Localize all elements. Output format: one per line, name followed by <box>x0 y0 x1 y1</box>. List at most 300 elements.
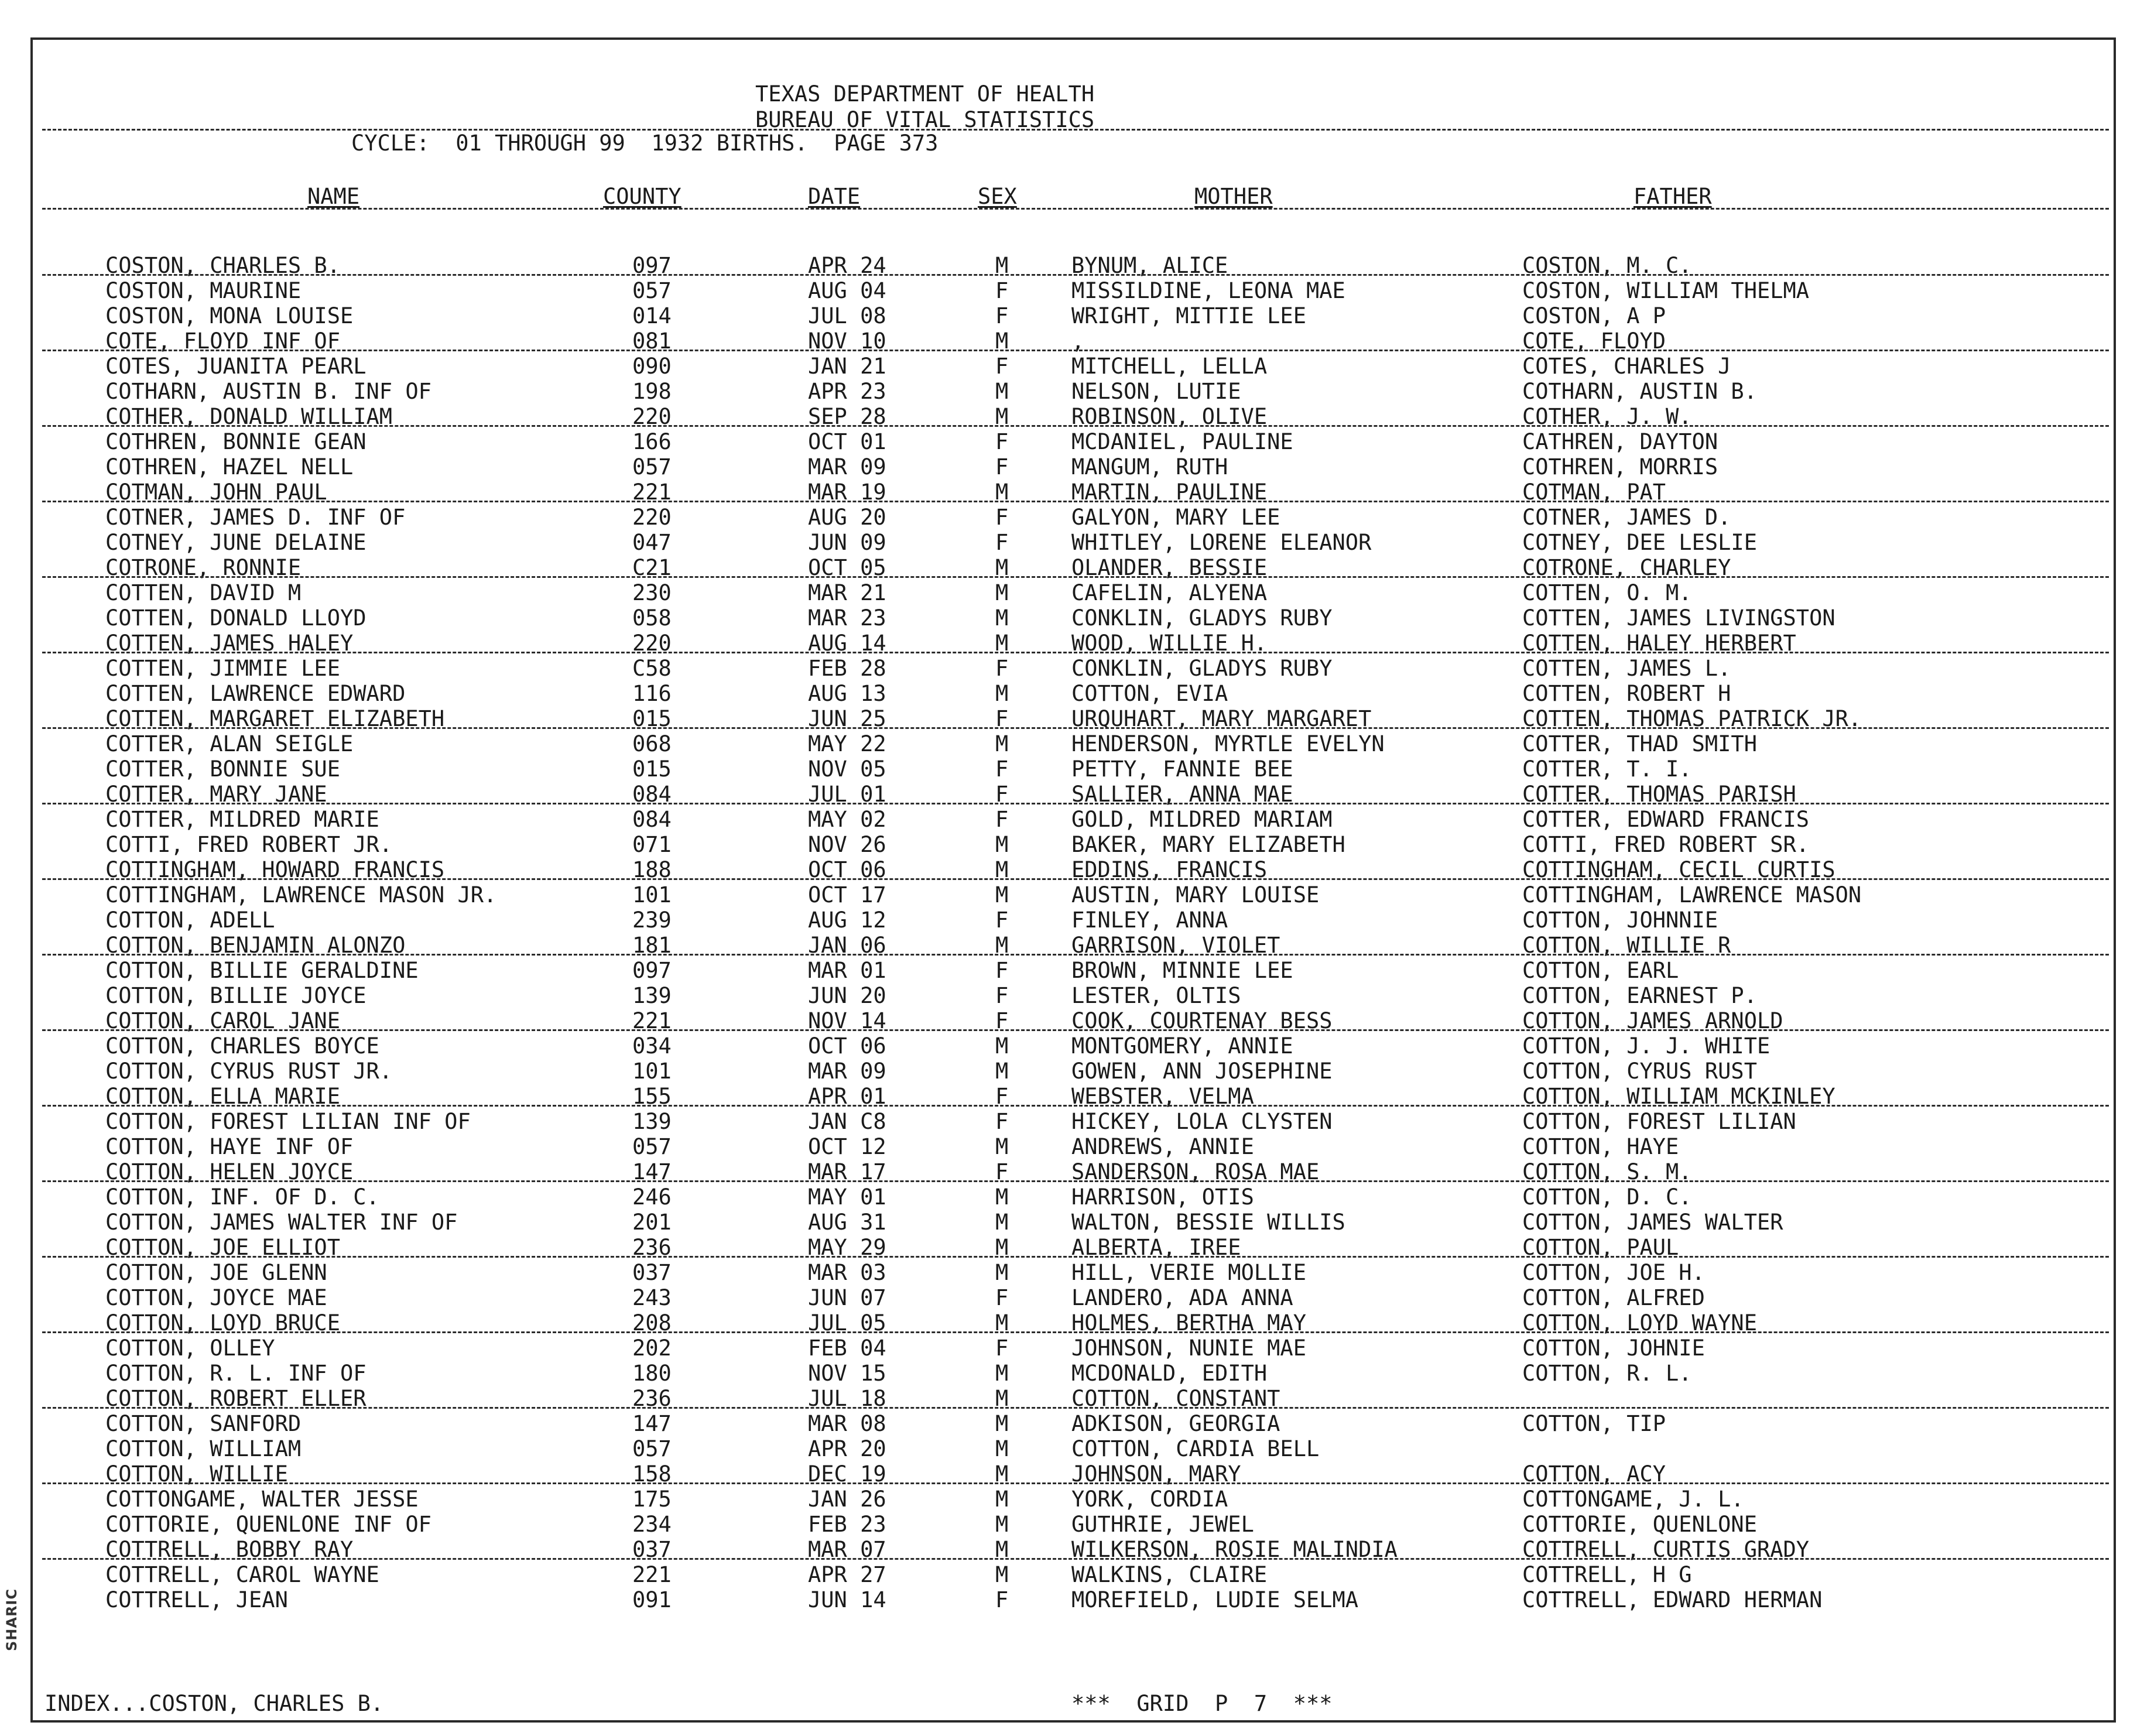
table-row <box>0 681 2137 706</box>
cycle-line: CYCLE: 01 THROUGH 99 1932 BIRTHS. PAGE 373 <box>351 131 939 156</box>
cell-sex: M <box>995 1436 1009 1461</box>
table-row <box>0 354 2137 379</box>
cell-name: COTTI, FRED ROBERT JR. <box>105 832 393 857</box>
table-row <box>0 1134 2137 1159</box>
table-row <box>0 580 2137 605</box>
cell-sex: M <box>995 1361 1009 1386</box>
cell-name: COTTON, JOYCE MAE <box>105 1285 327 1310</box>
cell-father: COSTON, M. C. <box>1522 253 1692 278</box>
cell-date: AUG 14 <box>808 631 886 656</box>
cell-county: 090 <box>632 354 672 379</box>
cell-sex: M <box>995 1033 1009 1059</box>
cell-county: 058 <box>632 605 672 631</box>
column-header-date: DATE <box>808 184 861 209</box>
cell-date: FEB 23 <box>808 1512 886 1537</box>
cell-mother: GUTHRIE, JEWEL <box>1071 1512 1254 1537</box>
cell-date: AUG 31 <box>808 1210 886 1235</box>
cell-sex: M <box>995 605 1009 631</box>
cell-father: COTTER, T. I. <box>1522 756 1692 782</box>
cell-date: NOV 26 <box>808 832 886 857</box>
cell-county: 202 <box>632 1336 672 1361</box>
cell-date: APR 23 <box>808 379 886 404</box>
cell-sex: F <box>995 1587 1009 1612</box>
cell-date: MAR 03 <box>808 1260 886 1285</box>
cell-name: COTTON, BENJAMIN ALONZO <box>105 933 406 958</box>
cell-father: COTTEN, O. M. <box>1522 580 1692 605</box>
page-title: TEXAS DEPARTMENT OF HEALTH <box>755 81 1095 107</box>
cell-sex: M <box>995 681 1009 706</box>
table-row <box>0 253 2137 278</box>
cell-name: COTTON, WILLIE <box>105 1461 288 1487</box>
cell-mother: GOLD, MILDRED MARIAM <box>1071 807 1333 832</box>
cell-father: COSTON, WILLIAM THELMA <box>1522 278 1810 303</box>
cell-father: COTTON, JAMES WALTER <box>1522 1210 1783 1235</box>
cell-mother: MOREFIELD, LUDIE SELMA <box>1071 1587 1359 1612</box>
cell-county: 246 <box>632 1184 672 1210</box>
table-row <box>0 530 2137 555</box>
cell-county: 221 <box>632 1008 672 1033</box>
cell-sex: F <box>995 706 1009 731</box>
cell-mother: WALKINS, CLAIRE <box>1071 1562 1268 1587</box>
cell-date: APR 24 <box>808 253 886 278</box>
cell-date: APR 01 <box>808 1084 886 1109</box>
cell-mother: CAFELIN, ALYENA <box>1071 580 1268 605</box>
cell-father: COTTON, JOHNNIE <box>1522 908 1718 933</box>
cell-date: JUN 14 <box>808 1587 886 1612</box>
table-row <box>0 1059 2137 1084</box>
cell-sex: F <box>995 505 1009 530</box>
cell-name: COTNEY, JUNE DELAINE <box>105 530 367 555</box>
side-label: SHARIC <box>4 1588 20 1651</box>
cell-sex: M <box>995 480 1009 505</box>
cell-mother: HENDERSON, MYRTLE EVELYN <box>1071 731 1385 756</box>
cell-sex: M <box>995 1537 1009 1562</box>
cell-father: COTTON, R. L. <box>1522 1361 1692 1386</box>
cell-mother: MANGUM, RUTH <box>1071 454 1228 480</box>
cell-mother: MISSILDINE, LEONA MAE <box>1071 278 1345 303</box>
cell-county: 037 <box>632 1537 672 1562</box>
cell-sex: M <box>995 1512 1009 1537</box>
cell-name: COTTONGAME, WALTER JESSE <box>105 1487 419 1512</box>
cell-name: COTTEN, LAWRENCE EDWARD <box>105 681 406 706</box>
cell-name: COTTER, MARY JANE <box>105 782 327 807</box>
cell-name: COTHREN, BONNIE GEAN <box>105 429 367 454</box>
cell-county: 139 <box>632 983 672 1008</box>
cell-date: NOV 15 <box>808 1361 886 1386</box>
cell-county: 220 <box>632 631 672 656</box>
cell-father: COTTEN, THOMAS PATRICK JR. <box>1522 706 1862 731</box>
cell-county: 188 <box>632 857 672 882</box>
cell-father: COTTON, HAYE <box>1522 1134 1679 1159</box>
cell-mother: HICKEY, LOLA CLYSTEN <box>1071 1109 1333 1134</box>
cell-mother: WALTON, BESSIE WILLIS <box>1071 1210 1345 1235</box>
cell-county: 057 <box>632 1436 672 1461</box>
cell-mother: COTTON, CONSTANT <box>1071 1386 1280 1411</box>
table-row <box>0 1512 2137 1537</box>
cell-date: AUG 12 <box>808 908 886 933</box>
cell-sex: F <box>995 1285 1009 1310</box>
cell-county: 147 <box>632 1411 672 1436</box>
cell-name: COTTINGHAM, LAWRENCE MASON JR. <box>105 882 497 908</box>
cell-mother: OLANDER, BESSIE <box>1071 555 1268 580</box>
cell-county: 230 <box>632 580 672 605</box>
table-row <box>0 379 2137 404</box>
cell-mother: LESTER, OLTIS <box>1071 983 1241 1008</box>
cell-date: JUN 07 <box>808 1285 886 1310</box>
cell-date: MAY 02 <box>808 807 886 832</box>
table-row <box>0 756 2137 782</box>
cell-father: COTTON, EARNEST P. <box>1522 983 1757 1008</box>
cell-father: COTTEN, JAMES LIVINGSTON <box>1522 605 1835 631</box>
cell-mother: BAKER, MARY ELIZABETH <box>1071 832 1345 857</box>
cell-county: 234 <box>632 1512 672 1537</box>
cell-sex: F <box>995 429 1009 454</box>
cell-mother: SANDERSON, ROSA MAE <box>1071 1159 1320 1184</box>
cell-father: COTHER, J. W. <box>1522 404 1692 429</box>
cell-county: 101 <box>632 882 672 908</box>
cell-date: MAY 01 <box>808 1184 886 1210</box>
cell-mother: , <box>1071 328 1085 354</box>
cell-date: JUL 08 <box>808 303 886 328</box>
cell-mother: YORK, CORDIA <box>1071 1487 1228 1512</box>
cell-father: COTTON, S. M. <box>1522 1159 1692 1184</box>
cell-sex: F <box>995 807 1009 832</box>
table-row <box>0 1361 2137 1386</box>
cell-mother: LANDERO, ADA ANNA <box>1071 1285 1293 1310</box>
cell-date: MAR 09 <box>808 1059 886 1084</box>
cell-date: MAR 01 <box>808 958 886 983</box>
cell-sex: F <box>995 1084 1009 1109</box>
cell-father: COTTON, PAUL <box>1522 1235 1679 1260</box>
cell-sex: F <box>995 756 1009 782</box>
cell-date: OCT 01 <box>808 429 886 454</box>
cell-name: COTTEN, JAMES HALEY <box>105 631 354 656</box>
cell-sex: F <box>995 1008 1009 1033</box>
cell-father: COTTER, THAD SMITH <box>1522 731 1757 756</box>
cell-mother: JOHNSON, MARY <box>1071 1461 1241 1487</box>
cell-county: 097 <box>632 253 672 278</box>
cell-date: AUG 20 <box>808 505 886 530</box>
cell-mother: URQUHART, MARY MARGARET <box>1071 706 1372 731</box>
table-row <box>0 1033 2137 1059</box>
cell-date: DEC 19 <box>808 1461 886 1487</box>
cell-sex: M <box>995 1461 1009 1487</box>
cell-county: 037 <box>632 1260 672 1285</box>
cell-father: COTTONGAME, J. L. <box>1522 1487 1744 1512</box>
table-row <box>0 505 2137 530</box>
table-row <box>0 1336 2137 1361</box>
cell-mother: HILL, VERIE MOLLIE <box>1071 1260 1306 1285</box>
table-row <box>0 706 2137 731</box>
cell-father: COTTRELL, H G <box>1522 1562 1692 1587</box>
cell-county: 084 <box>632 807 672 832</box>
cell-father: COTTER, THOMAS PARISH <box>1522 782 1796 807</box>
cell-name: COTHER, DONALD WILLIAM <box>105 404 393 429</box>
cell-name: COTTON, LOYD BRUCE <box>105 1310 340 1336</box>
cell-name: COTTRELL, BOBBY RAY <box>105 1537 354 1562</box>
cell-sex: M <box>995 1487 1009 1512</box>
cell-name: COTTON, CHARLES BOYCE <box>105 1033 379 1059</box>
cell-county: 068 <box>632 731 672 756</box>
cell-father: COTNEY, DEE LESLIE <box>1522 530 1757 555</box>
cell-date: MAR 07 <box>808 1537 886 1562</box>
cell-sex: M <box>995 1562 1009 1587</box>
table-row <box>0 832 2137 857</box>
cell-mother: ROBINSON, OLIVE <box>1071 404 1268 429</box>
cell-sex: M <box>995 631 1009 656</box>
cell-father: COTTON, JOHNIE <box>1522 1336 1705 1361</box>
cell-sex: M <box>995 1235 1009 1260</box>
cell-date: OCT 05 <box>808 555 886 580</box>
table-row <box>0 1084 2137 1109</box>
table-row <box>0 1260 2137 1285</box>
cell-sex: F <box>995 1336 1009 1361</box>
cell-date: JAN 06 <box>808 933 886 958</box>
cell-county: 034 <box>632 1033 672 1059</box>
cell-date: MAR 08 <box>808 1411 886 1436</box>
cell-name: COTTON, JOE ELLIOT <box>105 1235 340 1260</box>
cell-name: COTTRELL, CAROL WAYNE <box>105 1562 379 1587</box>
cell-date: JAN 26 <box>808 1487 886 1512</box>
cell-name: COTTON, BILLIE GERALDINE <box>105 958 419 983</box>
cell-county: 221 <box>632 480 672 505</box>
cell-county: 071 <box>632 832 672 857</box>
column-header-mother: MOTHER <box>1194 184 1273 209</box>
cell-name: COTE, FLOYD INF OF <box>105 328 340 354</box>
cell-sex: F <box>995 278 1009 303</box>
table-row <box>0 404 2137 429</box>
cell-father: COTMAN, PAT <box>1522 480 1666 505</box>
cell-county: 175 <box>632 1487 672 1512</box>
cell-mother: BROWN, MINNIE LEE <box>1071 958 1293 983</box>
cell-county: 220 <box>632 505 672 530</box>
cell-father: COTTON, FOREST LILIAN <box>1522 1109 1796 1134</box>
cell-name: COTTON, ROBERT ELLER <box>105 1386 367 1411</box>
cell-father: COTNER, JAMES D. <box>1522 505 1731 530</box>
cell-father: COTTON, LOYD WAYNE <box>1522 1310 1757 1336</box>
cell-date: JUN 20 <box>808 983 886 1008</box>
cell-father: COTTON, JOE H. <box>1522 1260 1705 1285</box>
column-header-father: FATHER <box>1633 184 1712 209</box>
records-table <box>0 253 2137 1612</box>
cell-sex: F <box>995 983 1009 1008</box>
cell-name: COTTON, JAMES WALTER INF OF <box>105 1210 458 1235</box>
table-row <box>0 656 2137 681</box>
cell-mother: ANDREWS, ANNIE <box>1071 1134 1254 1159</box>
cell-county: C21 <box>632 555 672 580</box>
cell-sex: M <box>995 882 1009 908</box>
cell-mother: BYNUM, ALICE <box>1071 253 1228 278</box>
cell-name: COTTON, CAROL JANE <box>105 1008 340 1033</box>
cell-sex: F <box>995 454 1009 480</box>
cell-county: 198 <box>632 379 672 404</box>
cell-sex: F <box>995 303 1009 328</box>
cell-county: 091 <box>632 1587 672 1612</box>
cell-county: 101 <box>632 1059 672 1084</box>
cell-name: COTES, JUANITA PEARL <box>105 354 367 379</box>
cell-county: 057 <box>632 454 672 480</box>
cell-mother: JOHNSON, NUNIE MAE <box>1071 1336 1306 1361</box>
cell-father: COTTON, WILLIE R <box>1522 933 1731 958</box>
cell-county: 057 <box>632 278 672 303</box>
cell-date: JUN 09 <box>808 530 886 555</box>
cell-county: 181 <box>632 933 672 958</box>
cell-mother: COTTON, CARDIA BELL <box>1071 1436 1320 1461</box>
cell-sex: M <box>995 731 1009 756</box>
table-row <box>0 782 2137 807</box>
cell-date: JUL 18 <box>808 1386 886 1411</box>
cell-name: COTTON, R. L. INF OF <box>105 1361 367 1386</box>
cell-father: COTHREN, MORRIS <box>1522 454 1718 480</box>
table-row <box>0 983 2137 1008</box>
cell-name: COTTINGHAM, HOWARD FRANCIS <box>105 857 445 882</box>
cell-sex: M <box>995 1260 1009 1285</box>
column-header-rule <box>42 208 2109 210</box>
table-row <box>0 429 2137 454</box>
cell-county: 155 <box>632 1084 672 1109</box>
cell-father: COTTON, WILLIAM MCKINLEY <box>1522 1084 1835 1109</box>
table-row <box>0 731 2137 756</box>
cell-father: COTE, FLOYD <box>1522 328 1666 354</box>
cell-sex: M <box>995 1210 1009 1235</box>
cell-father: COTTON, D. C. <box>1522 1184 1692 1210</box>
table-row <box>0 1537 2137 1562</box>
cell-county: 166 <box>632 429 672 454</box>
cell-name: COTTEN, MARGARET ELIZABETH <box>105 706 445 731</box>
cell-county: 236 <box>632 1235 672 1260</box>
column-header-name: NAME <box>307 184 360 209</box>
cell-date: JAN C8 <box>808 1109 886 1134</box>
table-row <box>0 555 2137 580</box>
cell-date: JUL 01 <box>808 782 886 807</box>
cell-date: MAR 23 <box>808 605 886 631</box>
cell-name: COTTON, WILLIAM <box>105 1436 302 1461</box>
cell-sex: M <box>995 1411 1009 1436</box>
cell-mother: MARTIN, PAULINE <box>1071 480 1268 505</box>
cell-mother: WOOD, WILLIE H. <box>1071 631 1268 656</box>
cell-date: NOV 14 <box>808 1008 886 1033</box>
cell-name: COTTORIE, QUENLONE INF OF <box>105 1512 431 1537</box>
cell-name: COTTON, HELEN JOYCE <box>105 1159 354 1184</box>
cell-mother: MCDANIEL, PAULINE <box>1071 429 1293 454</box>
cell-county: 220 <box>632 404 672 429</box>
cell-sex: F <box>995 1109 1009 1134</box>
cell-father: COTTINGHAM, LAWRENCE MASON <box>1522 882 1862 908</box>
table-row <box>0 857 2137 882</box>
cell-county: 047 <box>632 530 672 555</box>
cell-name: COTTON, ELLA MARIE <box>105 1084 340 1109</box>
cell-mother: WEBSTER, VELMA <box>1071 1084 1254 1109</box>
table-row <box>0 278 2137 303</box>
cell-mother: MCDONALD, EDITH <box>1071 1361 1268 1386</box>
column-header-county: COUNTY <box>603 184 681 209</box>
table-row <box>0 1411 2137 1436</box>
cell-date: SEP 28 <box>808 404 886 429</box>
column-header-sex: SEX <box>978 184 1017 209</box>
cell-mother: PETTY, FANNIE BEE <box>1071 756 1293 782</box>
cell-name: COTTON, FOREST LILIAN INF OF <box>105 1109 471 1134</box>
cell-sex: F <box>995 958 1009 983</box>
cell-name: COTTRELL, JEAN <box>105 1587 288 1612</box>
cell-mother: ADKISON, GEORGIA <box>1071 1411 1280 1436</box>
cell-mother: WRIGHT, MITTIE LEE <box>1071 303 1306 328</box>
cell-date: MAR 21 <box>808 580 886 605</box>
cell-mother: MITCHELL, LELLA <box>1071 354 1268 379</box>
table-row <box>0 908 2137 933</box>
table-row <box>0 303 2137 328</box>
cell-date: OCT 12 <box>808 1134 886 1159</box>
table-row <box>0 1008 2137 1033</box>
cell-father: COTRONE, CHARLEY <box>1522 555 1731 580</box>
cell-sex: F <box>995 1159 1009 1184</box>
cell-county: 081 <box>632 328 672 354</box>
table-row <box>0 328 2137 354</box>
cell-name: COTHARN, AUSTIN B. INF OF <box>105 379 431 404</box>
cell-father: COTTEN, ROBERT H <box>1522 681 1731 706</box>
cell-mother: COTTON, EVIA <box>1071 681 1228 706</box>
cell-father: COTTON, ALFRED <box>1522 1285 1705 1310</box>
table-row <box>0 605 2137 631</box>
cell-county: 097 <box>632 958 672 983</box>
table-row <box>0 1562 2137 1587</box>
cell-mother: AUSTIN, MARY LOUISE <box>1071 882 1320 908</box>
cell-name: COTTEN, JIMMIE LEE <box>105 656 340 681</box>
cell-sex: M <box>995 832 1009 857</box>
bureau-title: BUREAU OF VITAL STATISTICS <box>755 107 1095 132</box>
table-row <box>0 1386 2137 1411</box>
cell-father: COTTEN, JAMES L. <box>1522 656 1731 681</box>
cell-county: 180 <box>632 1361 672 1386</box>
cell-date: JUN 25 <box>808 706 886 731</box>
cell-county: 057 <box>632 1134 672 1159</box>
cell-father: COTTON, ACY <box>1522 1461 1666 1487</box>
cell-date: FEB 04 <box>808 1336 886 1361</box>
cell-date: OCT 17 <box>808 882 886 908</box>
cell-name: COTNER, JAMES D. INF OF <box>105 505 406 530</box>
cell-county: 147 <box>632 1159 672 1184</box>
cell-date: JAN 21 <box>808 354 886 379</box>
table-row <box>0 480 2137 505</box>
cell-sex: M <box>995 253 1009 278</box>
cell-mother: CONKLIN, GLADYS RUBY <box>1071 656 1333 681</box>
cell-date: MAY 22 <box>808 731 886 756</box>
cell-sex: M <box>995 379 1009 404</box>
cell-mother: EDDINS, FRANCIS <box>1071 857 1268 882</box>
cell-sex: M <box>995 555 1009 580</box>
cell-date: NOV 05 <box>808 756 886 782</box>
cell-name: COTTON, ADELL <box>105 908 275 933</box>
cell-sex: M <box>995 1310 1009 1336</box>
cell-mother: WILKERSON, ROSIE MALINDIA <box>1071 1537 1398 1562</box>
cell-sex: F <box>995 782 1009 807</box>
cell-date: APR 20 <box>808 1436 886 1461</box>
cell-sex: F <box>995 530 1009 555</box>
cell-county: 208 <box>632 1310 672 1336</box>
cell-mother: CONKLIN, GLADYS RUBY <box>1071 605 1333 631</box>
table-row <box>0 933 2137 958</box>
cell-sex: M <box>995 580 1009 605</box>
cell-sex: M <box>995 933 1009 958</box>
cell-county: C58 <box>632 656 672 681</box>
table-row <box>0 958 2137 983</box>
cell-sex: M <box>995 1059 1009 1084</box>
cell-county: 221 <box>632 1562 672 1587</box>
table-row <box>0 1487 2137 1512</box>
cell-father: COTTINGHAM, CECIL CURTIS <box>1522 857 1835 882</box>
table-row <box>0 454 2137 480</box>
cell-name: COSTON, CHARLES B. <box>105 253 340 278</box>
cell-mother: GOWEN, ANN JOSEPHINE <box>1071 1059 1333 1084</box>
